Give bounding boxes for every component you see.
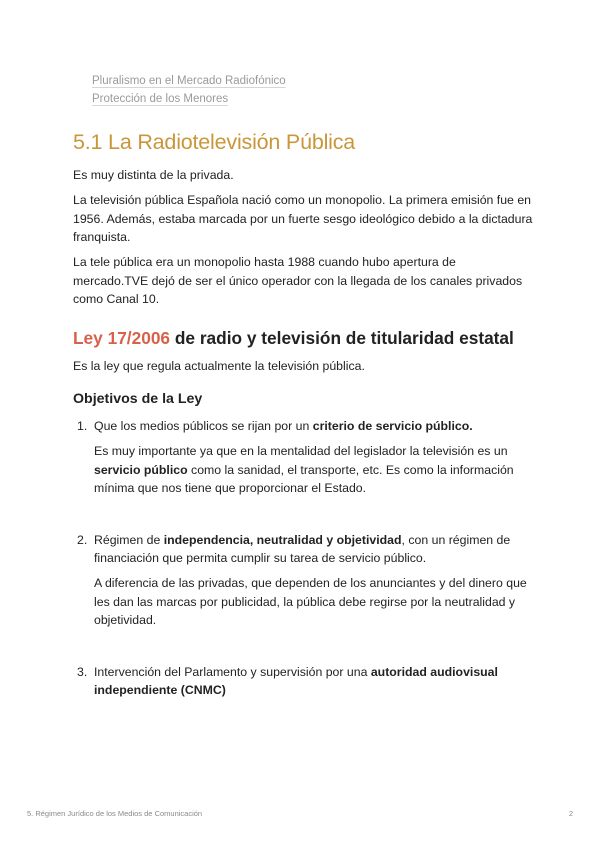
table-of-contents	[92, 72, 286, 108]
objective-text-bold: criterio de servicio público.	[312, 419, 473, 433]
objective-desc-pre: A diferencia de las privadas, que dependen de los anunciantes y del dinero que les dan las marcas por publicidad, la pública debe regirse por la neutralidad y objetividad.	[94, 576, 527, 627]
objective-text	[94, 417, 533, 436]
objective-desc-post: como la sanidad, el transporte, etc. Es como la información mínima que nos tiene que proporcionar el Estado.	[94, 462, 514, 495]
objective-text-post: , con un régimen de financiación que permita cumplir su tarea de servicio público.	[94, 532, 511, 565]
document-content	[73, 128, 533, 706]
objective-desc-bold: servicio público	[94, 462, 188, 477]
objective-item-2	[73, 531, 533, 630]
objectives-heading: Objetivos de la Ley	[73, 391, 203, 407]
objective-text	[94, 663, 533, 700]
objective-description	[94, 574, 533, 630]
objective-number: 1.	[77, 419, 88, 433]
objective-text-pre: Que los medios públicos se rijan por un	[94, 419, 313, 433]
objective-description	[94, 442, 533, 498]
objective-number: 2.	[77, 532, 88, 547]
objective-item-3	[73, 663, 533, 700]
paragraph-2: La televisión pública Española nació como un monopolio. La primera emisión fue en 1956. Además, estaba marcada por un fuerte sesgo ideológico debido a la dictadura franquista.	[73, 193, 533, 244]
toc-link-pluralismo[interactable]: Pluralismo en el Mercado Radiofónico	[92, 75, 286, 87]
objective-text-pre: Intervención del Parlamento y supervisión por una	[94, 664, 371, 679]
law-heading	[73, 327, 533, 349]
objective-desc-pre: Es muy importante ya que en la mentalidad del legislador la televisión es un	[94, 444, 508, 458]
section-title: 5.1 La Radiotelevisión Pública	[73, 130, 356, 154]
footer-chapter-title: 5. Régimen Jurídico de los Medios de Comunicación	[27, 809, 203, 818]
objective-text-pre: Régimen de	[94, 532, 164, 547]
law-heading-rest: de radio y televisión de titularidad estatal	[170, 327, 514, 348]
toc-link-proteccion-menores[interactable]: Protección de los Menores	[92, 93, 229, 105]
paragraph-3: La tele pública era un monopolio hasta 1988 cuando hubo apertura de mercado.TVE dejó de ser el único operador con la llegada de los canales privados como Canal 10.	[73, 255, 523, 306]
objective-text	[94, 531, 533, 568]
paragraph-1: Es muy distinta de la privada.	[73, 168, 234, 182]
objective-item-1	[73, 417, 533, 498]
objective-text-bold: autoridad audiovisual independiente (CNMC)	[94, 664, 498, 697]
objective-number: 3.	[77, 664, 88, 679]
objective-text-bold: independencia, neutralidad y objetividad	[163, 532, 402, 547]
law-intro: Es la ley que regula actualmente la televisión pública.	[73, 358, 365, 373]
law-link[interactable]: Ley 17/2006	[73, 327, 171, 348]
page-number: 2	[568, 809, 573, 818]
